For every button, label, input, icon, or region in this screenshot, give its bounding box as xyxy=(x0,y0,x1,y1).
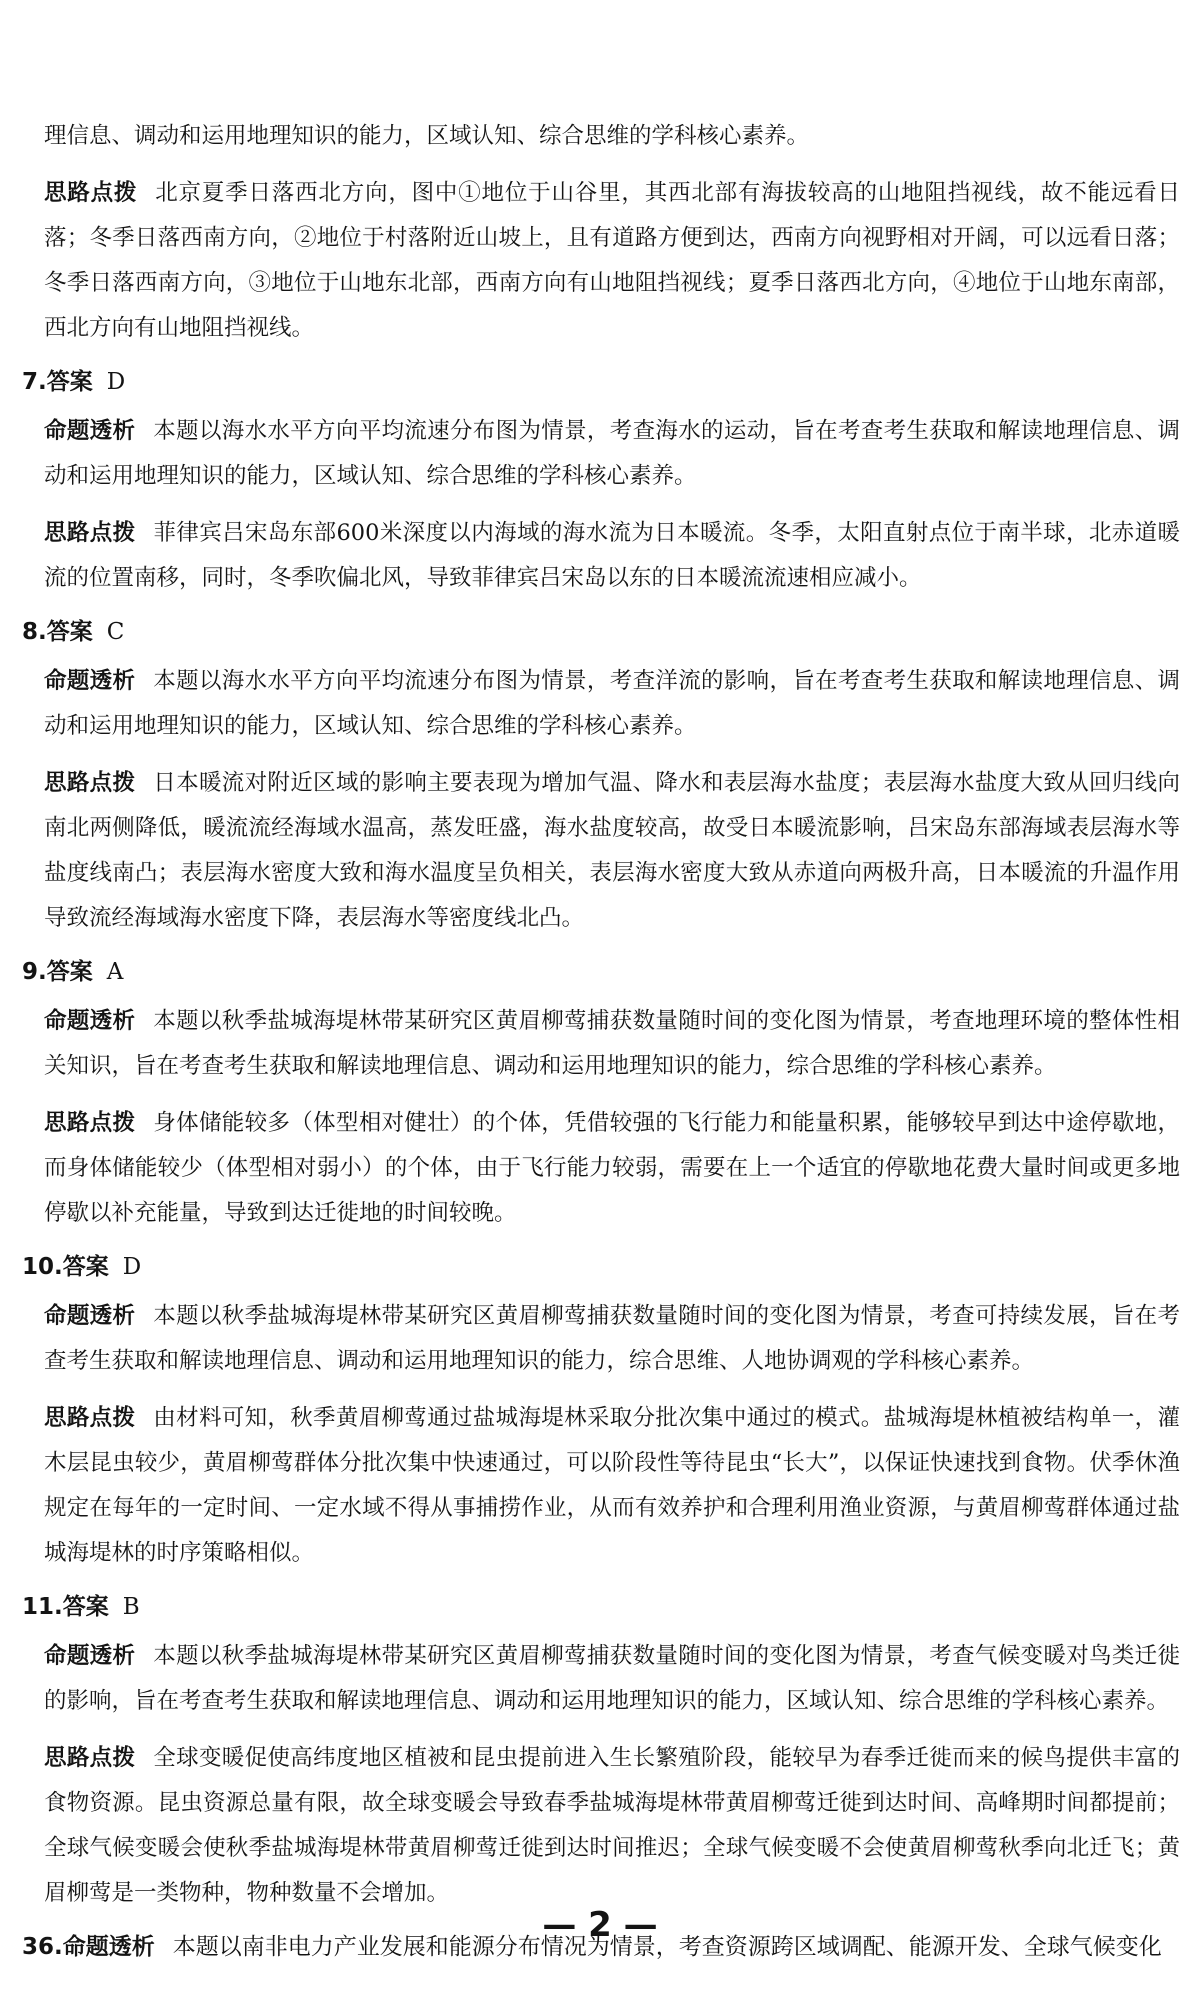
question-8-answer xyxy=(22,613,1180,651)
question-number: 36. xyxy=(22,1934,63,1960)
question-9-silu xyxy=(22,1101,1180,1236)
question-8-mingti xyxy=(22,659,1180,749)
mingti-label: 命题透析 xyxy=(44,668,136,694)
silu-text: 菲律宾吕宋岛东部600米深度以内海域的海水流为日本暖流。冬季，太阳直射点位于南半球，北赤道暖流的位置南移，同时，冬季吹偏北风，导致菲律宾吕宋岛以东的日本暖流流速相应减小。 xyxy=(44,520,1180,591)
question-number: 7. xyxy=(22,369,47,395)
answer-value: A xyxy=(106,959,124,985)
answer-label: 答案 xyxy=(46,959,93,985)
question-7-answer xyxy=(22,363,1180,401)
intro-continuation xyxy=(22,114,1180,159)
mingti-text: 本题以南非电力产业发展和能源分布情况为情景，考查资源跨区域调配、能源开发、全球气候变化 xyxy=(172,1934,1162,1960)
silu-label: 思路点拨 xyxy=(44,1110,136,1136)
mingti-text: 本题以秋季盐城海堤林带某研究区黄眉柳莺捕获数量随时间的变化图为情景，考查气候变暖对鸟类迁徙的影响，旨在考查考生获取和解读地理信息、调动和运用地理知识的能力，区域认知、综合思维的学科核心素养。 xyxy=(44,1643,1180,1714)
mingti-text: 本题以海水水平方向平均流速分布图为情景，考查洋流的影响，旨在考查考生获取和解读地理信息、调动和运用地理知识的能力，区域认知、综合思维的学科核心素养。 xyxy=(44,668,1180,739)
question-number: 11. xyxy=(22,1594,63,1620)
answer-label: 答案 xyxy=(46,369,93,395)
answer-label: 答案 xyxy=(62,1254,109,1280)
question-11-mingti xyxy=(22,1634,1180,1724)
silu-text: 日本暖流对附近区域的影响主要表现为增加气温、降水和表层海水盐度；表层海水盐度大致从回归线向南北两侧降低，暖流流经海域水温高，蒸发旺盛，海水盐度较高，故受日本暖流影响，吕宋岛东部海域表层海水等盐度线南凸；表层海水密度大致和海水温度呈负相关，表层海水密度大致从赤道向两极升高，日本暖流的升温作用导致流经海域海水密度下降，表层海水等密度线北凸。 xyxy=(44,770,1180,931)
intro-cont-text: 理信息、调动和运用地理知识的能力，区域认知、综合思维的学科核心素养。 xyxy=(44,123,810,149)
answer-content xyxy=(22,114,1180,1974)
question-11-silu xyxy=(22,1736,1180,1916)
silu-label: 思路点拨 xyxy=(44,770,136,796)
question-7-silu xyxy=(22,511,1180,601)
answer-value: C xyxy=(106,619,125,645)
mingti-text: 本题以秋季盐城海堤林带某研究区黄眉柳莺捕获数量随时间的变化图为情景，考查地理环境的整体性相关知识，旨在考查考生获取和解读地理信息、调动和运用地理知识的能力，综合思维的学科核心素养。 xyxy=(44,1008,1180,1079)
silu-text: 全球变暖促使高纬度地区植被和昆虫提前进入生长繁殖阶段，能较早为春季迁徙而来的候鸟提供丰富的食物资源。昆虫资源总量有限，故全球变暖会导致春季盐城海堤林带黄眉柳莺迁徙到达时间、高峰期时间都提前；全球气候变暖会使秋季盐城海堤林带黄眉柳莺迁徙到达时间推迟；全球气候变暖不会使黄眉柳莺秋季向北迁飞；黄眉柳莺是一类物种，物种数量不会增加。 xyxy=(44,1745,1180,1906)
silu-label: 思路点拨 xyxy=(44,1745,136,1771)
question-10-silu xyxy=(22,1396,1180,1576)
mingti-label: 命题透析 xyxy=(44,1643,136,1669)
silu-label: 思路点拨 xyxy=(44,1405,136,1431)
silu-text: 由材料可知，秋季黄眉柳莺通过盐城海堤林采取分批次集中通过的模式。盐城海堤林植被结构单一，灌木层昆虫较少，黄眉柳莺群体分批次集中快速通过，可以阶段性等待昆虫“长大”，以保证快速找到食物。伏季休渔规定在每年的一定时间、一定水域不得从事捕捞作业，从而有效养护和合理利用渔业资源，与黄眉柳莺群体通过盐城海堤林的时序策略相似。 xyxy=(44,1405,1180,1566)
mingti-text: 本题以海水水平方向平均流速分布图为情景，考查海水的运动，旨在考查考生获取和解读地理信息、调动和运用地理知识的能力，区域认知、综合思维的学科核心素养。 xyxy=(44,418,1180,489)
answer-value: B xyxy=(122,1594,140,1620)
page-number: — 2 — xyxy=(542,1905,658,1945)
question-8-silu xyxy=(22,761,1180,941)
mingti-label: 命题透析 xyxy=(44,418,136,444)
mingti-label: 命题透析 xyxy=(62,1934,155,1960)
question-9-answer xyxy=(22,953,1180,991)
question-9-mingti xyxy=(22,999,1180,1089)
answer-label: 答案 xyxy=(46,619,93,645)
mingti-label: 命题透析 xyxy=(44,1008,136,1034)
intro-silu xyxy=(22,171,1180,351)
mingti-text: 本题以秋季盐城海堤林带某研究区黄眉柳莺捕获数量随时间的变化图为情景，考查可持续发展，旨在考查考生获取和解读地理信息、调动和运用地理知识的能力，综合思维、人地协调观的学科核心素养。 xyxy=(44,1303,1180,1374)
question-number: 10. xyxy=(22,1254,63,1280)
question-11-answer xyxy=(22,1588,1180,1626)
question-10-mingti xyxy=(22,1294,1180,1384)
silu-label: 思路点拨 xyxy=(44,180,138,206)
answer-label: 答案 xyxy=(62,1594,109,1620)
silu-text: 北京夏季日落西北方向，图中①地位于山谷里，其西北部有海拔较高的山地阻挡视线，故不能远看日落；冬季日落西南方向，②地位于村落附近山坡上，且有道路方便到达，西南方向视野相对开阔，可以远看日落；冬季日落西南方向，③地位于山地东北部，西南方向有山地阻挡视线；夏季日落西北方向，④地位于山地东南部，西北方向有山地阻挡视线。 xyxy=(44,180,1180,341)
answer-value: D xyxy=(106,369,126,395)
silu-text: 身体储能较多（体型相对健壮）的个体，凭借较强的飞行能力和能量积累，能够较早到达中途停歇地，而身体储能较少（体型相对弱小）的个体，由于飞行能力较弱，需要在上一个适宜的停歇地花费大量时间或更多地停歇以补充能量，导致到达迁徙地的时间较晚。 xyxy=(44,1110,1180,1226)
answer-value: D xyxy=(122,1254,142,1280)
question-number: 8. xyxy=(22,619,47,645)
question-number: 9. xyxy=(22,959,47,985)
mingti-label: 命题透析 xyxy=(44,1303,136,1329)
question-10-answer xyxy=(22,1248,1180,1286)
question-7-mingti xyxy=(22,409,1180,499)
silu-label: 思路点拨 xyxy=(44,520,136,546)
